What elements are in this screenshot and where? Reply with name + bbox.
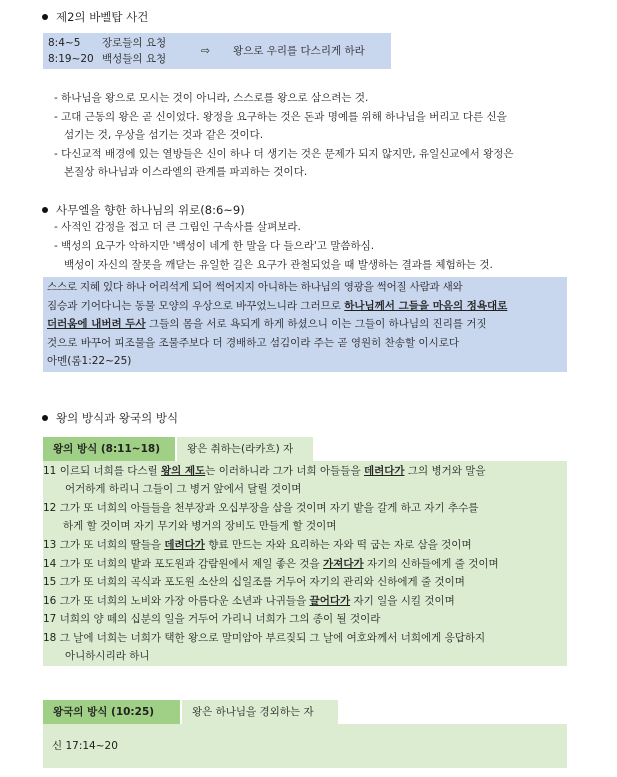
verse-text: 그의 병거와 말을 — [404, 465, 486, 477]
verse-emphasis: 가져다가 — [323, 558, 364, 570]
verse-11-cont: 어거하게 하리니 그들이 그 병거 앞에서 달릴 것이며 — [65, 483, 302, 495]
quote-emphasis: 더러움에 내버려 두사 — [47, 318, 146, 330]
verse-13 — [43, 538, 472, 552]
verse-emphasis: 끌어다가 — [309, 595, 351, 607]
section-1-heading — [42, 9, 148, 25]
quote-text: 짐승과 기어다니는 동물 모양의 우상으로 바꾸었느니라 그러므로 — [47, 300, 341, 312]
request-desc: 장로들의 요청 — [102, 37, 167, 49]
kingdom-way-box — [43, 724, 567, 768]
kings-way-tab — [43, 437, 175, 461]
quote-line-2 — [47, 299, 507, 313]
request-ref: 8:19~20 — [48, 53, 94, 65]
verse-12-cont: 하게 할 것이며 자기 무기와 병거의 장비도 만들게 할 것이며 — [63, 520, 337, 532]
verse-text: 14 그가 또 너희의 밭과 포도원과 감람원에서 제일 좋은 것을 — [43, 558, 324, 570]
sec2-point-2: - 백성의 요구가 악하지만 '백성이 네게 한 말을 다 들으라'고 말씀하심. — [54, 240, 375, 252]
sec1-point-1: - 하나님을 왕으로 모시는 것이 아니라, 스스로를 왕으로 삼으려는 것. — [54, 92, 369, 104]
section-3-title: 왕의 방식과 왕국의 방식 — [56, 411, 179, 425]
verse-text: 자기의 신하들에게 줄 것이며 — [363, 558, 499, 570]
request-row-1 — [48, 36, 166, 50]
verse-text: 11 이르되 너희를 다스릴 — [43, 465, 161, 477]
quote-emphasis: 하나님께서 그들을 마음의 정욕대로 — [344, 300, 508, 312]
kingdom-way-label: 왕국의 방식 (10:25) — [53, 706, 155, 718]
verse-text: 16 그가 또 너희의 노비와 가장 아름다운 소년과 나귀들을 — [43, 595, 310, 607]
verse-14 — [43, 557, 499, 571]
verse-text: 13 그가 또 너희의 딸들을 — [43, 539, 165, 551]
request-result: 왕으로 우리를 다스리게 하라 — [233, 45, 365, 57]
verse-18-cont: 아니하시리라 하니 — [65, 650, 150, 662]
sec2-point-1: - 사적인 감정을 접고 더 큰 그림인 구속사를 살펴보라. — [54, 221, 301, 233]
verse-emphasis: 데려다가 — [164, 539, 205, 551]
kingdom-way-sub-label: 왕은 하나님을 경외하는 자 — [192, 706, 314, 718]
section-2-heading — [42, 202, 245, 218]
request-ref: 8:4~5 — [48, 37, 81, 49]
verse-emphasis: 데려다가 — [363, 465, 405, 477]
verse-17: 17 너희의 양 떼의 십분의 일을 거두어 가리니 너희가 그의 종이 될 것이라 — [43, 613, 381, 625]
verse-11 — [43, 464, 486, 478]
quote-text: 그들의 몸을 서로 욕되게 하게 하셨으니 이는 그들이 하나님의 진리를 거짓 — [145, 318, 487, 330]
verse-text: 자기 일을 시킬 것이며 — [350, 595, 455, 607]
sec1-point-3: - 다신교적 배경에 있는 열방들은 신이 하나 더 생기는 것은 문제가 되지 않지만, 유일신교에서 왕정은 — [54, 148, 514, 160]
kings-way-label: 왕의 방식 (8:11~18) — [53, 443, 161, 455]
kings-way-sub — [177, 437, 313, 461]
verse-16 — [43, 594, 455, 608]
quote-line-5: 아멘(롬1:22~25) — [47, 355, 132, 367]
bullet-icon — [42, 415, 48, 421]
kingdom-way-ref: 신 17:14~20 — [52, 740, 118, 752]
verse-18: 18 그 날에 너희는 너희가 택한 왕으로 말미암아 부르짖되 그 날에 여호와께서 너희에게 응답하지 — [43, 632, 486, 644]
kingdom-way-tab — [43, 700, 180, 724]
verse-text: 향료 만드는 자와 요리하는 자와 떡 굽는 자로 삼을 것이며 — [204, 539, 472, 551]
request-desc: 백성들의 요청 — [102, 53, 167, 65]
verse-emphasis: 왕의 제도 — [161, 465, 206, 477]
verse-text: 는 이러하니라 그가 너희 아들들을 — [205, 465, 364, 477]
sec1-point-3-cont: 본질상 하나님과 이스라엘의 관계를 파괴하는 것이다. — [64, 166, 308, 178]
request-row-2 — [48, 52, 166, 66]
romans-quote-box — [43, 277, 567, 372]
sec1-point-2: - 고대 근동의 왕은 곧 신이었다. 왕정을 요구하는 것은 돈과 명예를 위해 하나님을 버리고 다른 신을 — [54, 111, 507, 123]
bullet-icon — [42, 14, 48, 20]
kings-way-box — [43, 461, 567, 666]
quote-line-4: 것으로 바꾸어 피조물을 조물주보다 더 경배하고 섬김이라 주는 곧 영원히 찬송할 이시로다 — [47, 337, 460, 349]
section-2-title: 사무엘을 향한 하나님의 위로(8:6~9) — [56, 203, 245, 217]
kings-way-sub-label: 왕은 취하는(라카흐) 자 — [187, 443, 294, 455]
verse-12: 12 그가 또 너희의 아들들을 천부장과 오십부장을 삼을 것이며 자기 밭을 갈게 하고 자기 추수를 — [43, 502, 479, 514]
sec1-point-2-cont: 섬기는 것, 우상을 섬기는 것과 같은 것이다. — [64, 129, 264, 141]
quote-line-3 — [47, 317, 487, 331]
quote-line-1: 스스로 지혜 있다 하나 어리석게 되어 썩어지지 아니하는 하나님의 영광을 썩어질 사람과 새와 — [47, 281, 463, 293]
request-box — [43, 33, 391, 69]
section-3-heading — [42, 410, 178, 426]
section-1-title: 제2의 바벨탑 사건 — [56, 10, 149, 24]
verse-15: 15 그가 또 너희의 곡식과 포도원 소산의 십일조를 거두어 자기의 관리와 신하에게 줄 것이며 — [43, 576, 465, 588]
kingdom-way-sub — [182, 700, 338, 724]
bullet-icon — [42, 207, 48, 213]
request-arrow: ⇨ — [201, 45, 210, 57]
sec2-point-3: 백성이 자신의 잘못을 깨닫는 유일한 길은 요구가 관철되었을 때 발생하는 결과를 체험하는 것. — [64, 259, 493, 271]
